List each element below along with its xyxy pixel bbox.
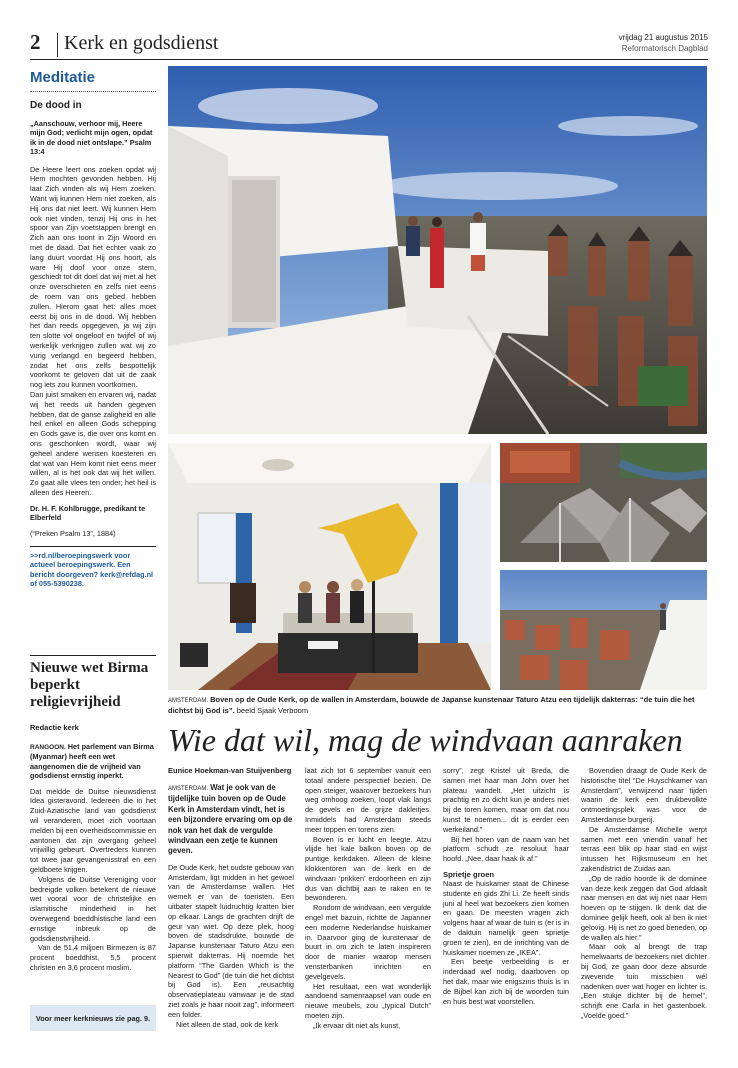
meditatie-column [30, 100, 156, 593]
article-lead: Wat je ook van de tijdelijke tuin boven op de Oude Kerk in Amsterdam vindt, het is een bijzondere ervaring om op de nok van het dak de vergulde windvaan een zetje te kunnen geven. [168, 783, 293, 856]
living-room-weathervane-photo [168, 443, 491, 690]
aerial-roofs-photo [500, 443, 707, 562]
birma-rule [30, 655, 156, 656]
caption-dateline: AMSTERDAM. [168, 698, 209, 704]
meditatie-title: De dood in [30, 100, 82, 111]
section-title: Kerk en godsdienst [64, 32, 219, 54]
article-c2p2: Boven is er lucht en leegte. Atzu vlijde het kale balkon boven op de puntige kerkdaken. Alleen de kleine klokkentoren van de kerk en de windvaan ‘prikken’ erdoorheen en zijn dus van dichtbij aan te raken en te bewonderen. [305, 834, 431, 903]
article-col-1 [168, 766, 294, 1029]
meditatie-source: (“Preken Psalm 13”, 1884) [30, 528, 116, 538]
meditatie-dotted-rule [30, 91, 156, 92]
article-c2p5: „Ik ervaar dit niet als kunst, [313, 1020, 401, 1030]
article-c2p3: Rondom de windvaan, een vergulde engel met bazuin, richtte de Japanner een moderne Nederlandse huiskamer in. Daarvoor ging de kunstenaar de buurt in om zich te laten inspireren door de manier waarop mensen vensterbanken inrichten en gevelgevels. [305, 903, 431, 981]
article-col-4 [581, 766, 707, 1021]
birma-byline: Redactie kerk [30, 723, 79, 732]
article-byline: Eunice Hoekman-van Stuijvenberg [168, 766, 292, 775]
article-c3p3: Naast de huiskamer staat de Chinese studente en gids Zhi Li. Ze heeft sinds juni al heel wat bezoekers zien komen en gaan. De meesten vragen zich volgens haar af waar de tuin is (er is in de daktuin namelijk geen sprietje groen te zien), en de inrichting van de huiskamer noemen ze „IKEA”. [443, 878, 569, 957]
header-paper: Reformatorisch Dagblad [621, 44, 708, 53]
birma-headline: Nieuwe wet Birma beperkt religievrijheid [30, 660, 149, 710]
caption-text: Boven op de Oude Kerk, op de wallen in Amsterdam, bouwde de Japanse kunstenaar Taturo Atzu een tijdelijk dakterras: “de tuin die het dichtst bij God is”. [168, 695, 695, 715]
header-rule [30, 59, 708, 60]
header-date: vrijdag 21 augustus 2015 [618, 33, 708, 42]
birma-lead-para [30, 742, 156, 781]
article-c4p4: Maar ook al brengt de trap hemelwaarts de bezoekers niet dichter bij God, ze gaan door deze absurde zwevende tuin misschien wél nadenken over wat hoger en lichter is. „Een stukje dichter bij de hemel”, schrijft ene Carla in het gastenboek. „Voelde goed.” [581, 942, 707, 1020]
header-divider [57, 33, 58, 57]
birma-dateline: RANGOON. [30, 744, 66, 751]
meditatie-promo-rule [30, 546, 156, 547]
meditatie-author: Dr. H. F. Kohlbrugge, predikant te Elberfeld [30, 503, 146, 523]
beroepingswerk-promo[interactable]: >>rd.nl/beroepingswerk voor actueel beroepingswerk. Een bericht doorgeven? kerk@refdag.nl of 055-5390238. [30, 550, 154, 589]
article-c3p1: sorry”, zegt Kristel uit Breda, die samen met haar man John over het plateau wandelt. „Het uitzicht is prachtig en zo dicht kun je anders niet bij de toren komen, maar om dat nou kunst te noemen... dit is eerder een werkeiland.” [443, 766, 569, 834]
article-c4p2: De Amsterdamse Michelle werpt samen met een vriendin vanaf het terras een blik op haar stad en wijst intussen het Rijksmuseum en het zakendistrict de Zuidas aan. [581, 824, 707, 873]
birma-p3: Van de 51,4 miljoen Birmezen is 87 procent boeddhist, 5,5 procent christen en 3,6 procent moslim. [30, 943, 156, 972]
meditatie-quote: „Aanschouw, verhoor mij, Heere mijn God; verlicht mijn ogen, opdat ik in de dood niet ontslape.” Psalm 13:4 [30, 119, 153, 157]
birma-column [30, 660, 156, 973]
article-c1p2: Niet alleen de stad, ook de kerk [176, 1019, 279, 1029]
city-view-photo [500, 570, 707, 690]
photo-caption [168, 695, 707, 716]
article-headline: Wie dat wil, mag de windvaan aanraken [168, 722, 683, 758]
article-c1p1: De Oude Kerk, het oudste gebouw van Amsterdam, ligt midden in het gewoel van de Amsterdamse wallen. Het wemelt er van de toeristen. Een uitbater stapelt luidruchtig kratten bier op elkaar. Langs de grachten drijft de geur van wiet. Op deze plek, hoog boven de stadsdrukte, bouwde de Japanse kunstenaar Taturo Atzu een spierwit dakterras. Hij noemde het platform “The Garden Which is the Nearest to God” (de tuin die het dichtst bij God is). Een „reusachtig observatieplateau vanwaar je de stad ziet zoals je haar nooit zag”, informeert een folder. [168, 862, 294, 1019]
article-c4p1: Bovendien draagt de Oude Kerk de historische titel “De Huyschkamer van Amsterdam”, verwijzend naar tijden waarin de kerk een drukbevolkte ontmoetingsplek was voor de Amsterdamse burgerij. [581, 766, 707, 824]
birma-p1: Dat meldde de Duitse nieuwsdienst Idea gisteravond. Iedereen die in het Zuid-Aziatische land van godsdienst wil veranderen, moet zich voortaan melden bij een overheidscommissie en aantonen dat zijn overgang geheel vrijwillig gebeurt. Overtreders kunnen tot twee jaar gevangenisstraf en een geldboete krijgen. [30, 786, 156, 874]
article-c4p3: „Op de radio hoorde ik de dominee van deze kerk zeggen dat God afdaalt naar mensen en dat wij niet naar Hem hoeven op te stijgen. Ik denk dat die dominee gelijk heeft, ook al ben ik niet gelovig. Hij is net zo goed beneden, op de wallen als hier.” [581, 873, 707, 942]
caption-credit: beeld Sjaak Verboom [236, 706, 309, 715]
more-news-box[interactable] [30, 1005, 156, 1031]
meditatie-body: De Heere leert ons zoeken opdat wij Hem mochten gevonden hebben. Hij laat Zich vinden als wij Hem zoeken. Want wij kunnen Hem niet zoeken, als Hij ons dat niet leert. Wij kunnen Hem ook niet vinden, tenzij Hij ons in het spoor van Zijn voetstappen brengt en Zich aan ons toont in Zijn Woord en met de daad. Dat het echter vaak zo lang duurt voordat Hij ons hoort, als ware Hij doof voor onze stem, geschiedt tot dit doel dat wij met al het onze overschieten en zelfs niet eens de roem van ons gebed hebben zullen. Hierom gaat het: alles moet eerst bij ons in de dood. Wij hebben het dan reeds opgegeven, ja wij zijn ten slotte vol ongeloof en twijfel of wij werkelijk verkrijgen zullen wat wij zo vurig verlangd en begeerd hebben, zodat het ons zelfs bespottelijk voorkomt te geloven dat uit de zaak nog iets zou kunnen voortkomen. [30, 164, 156, 390]
article-col-2 [305, 766, 431, 1031]
page-number: 2 [30, 30, 41, 54]
more-news-link[interactable]: Voor meer kerknieuws zie pag. 9. [35, 1013, 151, 1023]
rooftop-terrace-photo [168, 66, 707, 434]
article-dateline: AMSTERDAM. [168, 786, 209, 792]
article-lead-para [168, 783, 294, 857]
birma-lead: Het parlement van Birma (Myanmar) heeft een wet aangenomen die de vrijheid van godsdienst ernstig inperkt. [30, 742, 154, 781]
meditatie-body-2: Dan juist smaken en ervaren wij, nadat wij het reeds uit handen gegeven hebben, dat de ganse zaligheid en alle heil enkel en alleen Gods schepping en Gods gave is, die over ons komt en ons geschonken wordt, waar wij geheel andere wensen koesteren en dat wat van Hem komt niet eens meer willen, al is het ook dat wij het willen. Zo gaat alle vlees ten onder; het heil is alleen des Heeren. [30, 389, 156, 497]
article-c3p2: Bij het horen van de naam van het platform schudt ze resoluut haar hoofd. „Nee, daar haak ik af.” [443, 834, 569, 864]
birma-p2: Volgens de Duitse Vereniging voor bedreigde volken betekent de nieuwe wet vooral voor de christelijke en islamitische minderheid in het overwegend boeddhistische land een ernstige inbreuk op de godsdienstvrijheid. [30, 874, 156, 943]
article-subhead: Sprietje groen [443, 869, 495, 879]
article-c2p4: Het resultaat, een wat wonderlijk aandoend samenraapsel van oude en nieuwe meubels, zou „typical Dutch” moeten zijn. [305, 981, 431, 1020]
article-c3p4: Een beetje verbeelding is er inderdaad wel nodig, daarboven op het dak, maar wie enigszins thuis is in de Bijbel kan zich bij de woorden tuin en huis best wat voorstellen. [443, 957, 569, 1006]
meditatie-label: Meditatie [30, 69, 96, 86]
article-col-3 [443, 766, 569, 1006]
article-c2p1: laat zich tot 6 september vanuit een totaal andere perspectief bezien. De open steiger, waarover bezoekers hun weg omhoog zoeken, loopt vlak langs de gevels en de grijze dakleitjes. Inmiddels had Amsterdam steeds meer toppen en torens zien. [305, 766, 431, 834]
